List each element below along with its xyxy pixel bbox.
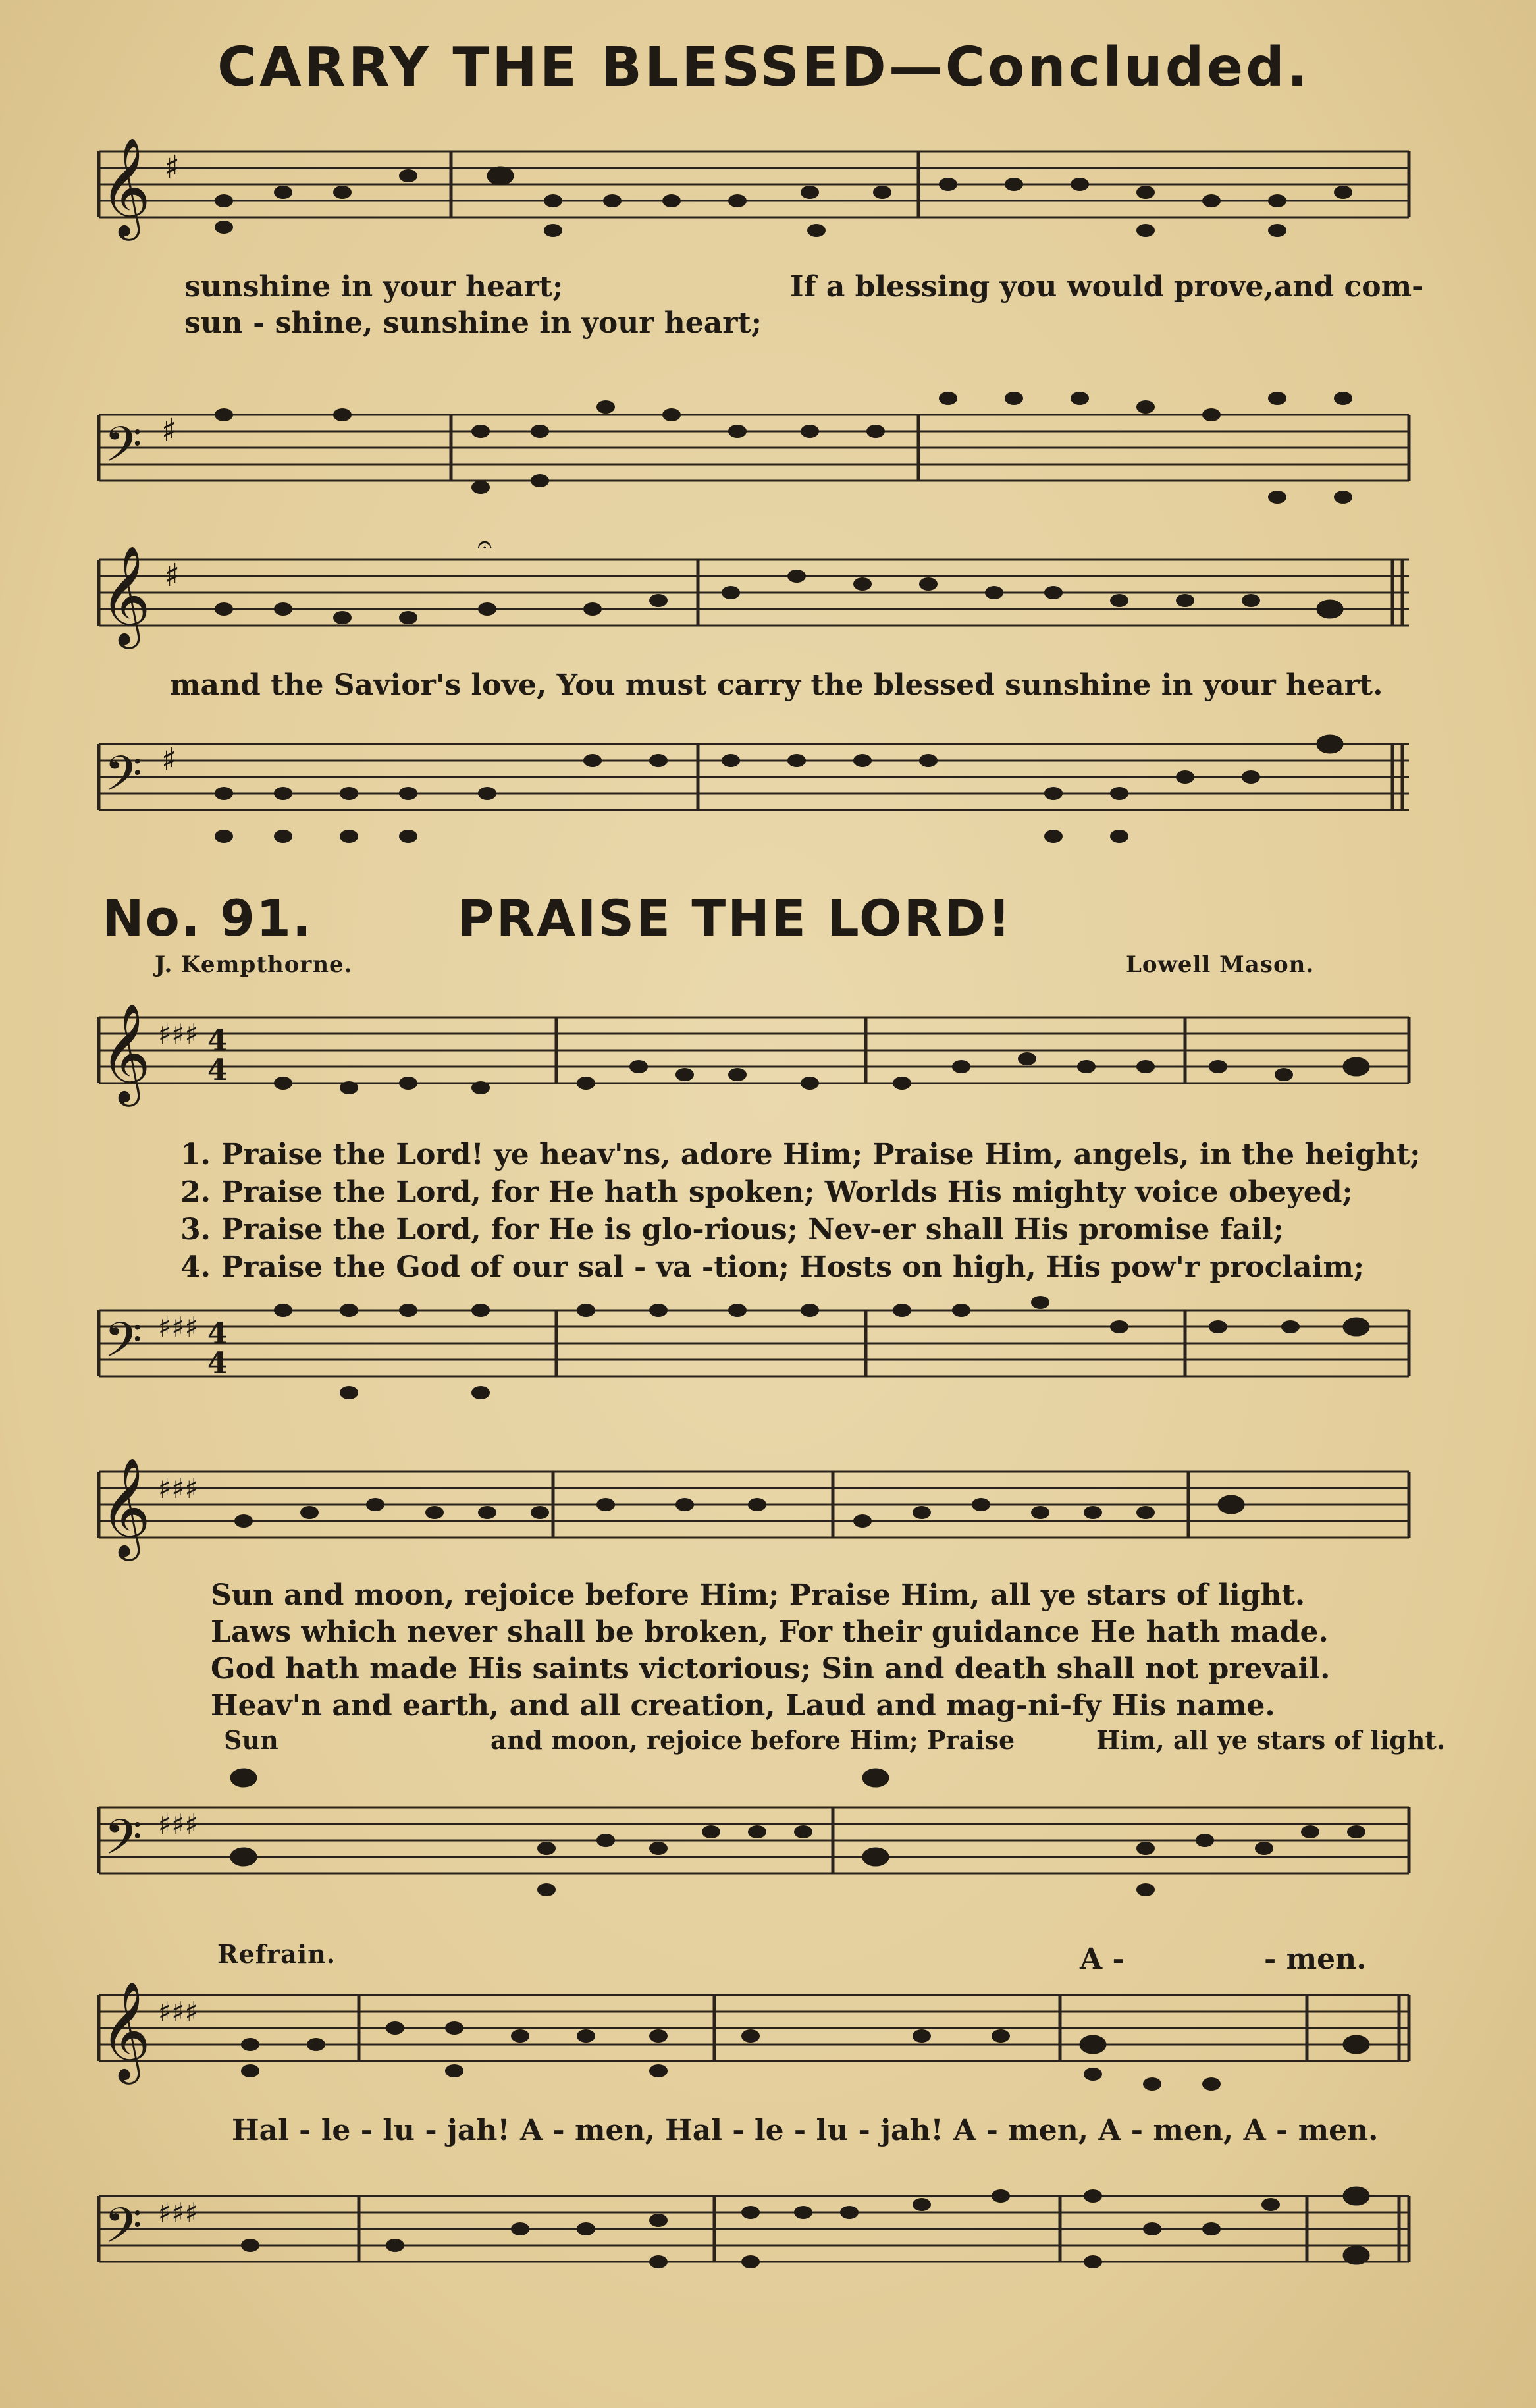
staff-system-5-bass <box>92 2166 1416 2338</box>
svg-text:𝄢: 𝄢 <box>104 416 142 485</box>
verse-line-4: Heav'n and earth, and all creation, Laud and mag-ni-fy His name. <box>211 1689 1275 1723</box>
hymn-number: No. 91. <box>102 889 313 948</box>
svg-text:𝄞: 𝄞 <box>100 136 151 236</box>
verse-block-2 <box>211 1577 1330 1725</box>
svg-text:𝄢: 𝄢 <box>104 1809 142 1878</box>
verse-line <box>171 1248 1421 1286</box>
verse-block-1 <box>171 1136 1421 1286</box>
hymn-title: PRAISE THE LORD! <box>458 889 1013 948</box>
svg-text:𝄢: 𝄢 <box>104 745 142 815</box>
verse-line <box>171 1173 1421 1211</box>
notes-group <box>274 1052 1368 1094</box>
verse-text: Praise the Lord, for He is glo-rious; Nev-er shall His promise fail; <box>221 1213 1284 1246</box>
svg-text:4: 4 <box>207 1054 228 1087</box>
svg-text:♯♯♯: ♯♯♯ <box>158 2197 198 2229</box>
verse-line-1: Sun and moon, rejoice before Him; Praise Him, all ye stars of light. <box>211 1578 1306 1612</box>
amen-top-a: A - <box>1080 1942 1125 1976</box>
staff-system-1-bass <box>92 356 1416 514</box>
svg-text:♯♯♯: ♯♯♯ <box>158 1018 198 1050</box>
svg-text:𝄞: 𝄞 <box>100 1980 151 2080</box>
page-title: CARRY THE BLESSED—Concluded. <box>217 36 1310 99</box>
verse-text: Praise the Lord, for He hath spoken; Worlds His mighty voice obeyed; <box>221 1175 1353 1209</box>
svg-text:♯: ♯ <box>165 557 180 594</box>
verse-line-3: God hath made His saints victorious; Sin and death shall not prevail. <box>211 1652 1331 1686</box>
verse-line <box>171 1211 1421 1248</box>
notes-group <box>215 168 1352 237</box>
verse-line-2: Laws which never shall be broken, For their guidance He hath made. <box>211 1615 1329 1649</box>
svg-text:♯♯♯: ♯♯♯ <box>158 1808 198 1840</box>
notes-group <box>232 1770 1365 1896</box>
notes-group <box>274 1296 1368 1399</box>
verse-text: Praise the Lord! ye heav'ns, adore Him; Praise Him, angels, in the height; <box>221 1138 1421 1171</box>
svg-text:♯♯♯: ♯♯♯ <box>158 1472 198 1505</box>
svg-text:♯♯♯: ♯♯♯ <box>158 1311 198 1343</box>
verse-number: 3. <box>180 1213 211 1246</box>
composer: Lowell Mason. <box>1126 951 1315 978</box>
verse-number: 2. <box>180 1175 211 1209</box>
staff-system-3-bass <box>92 1284 1416 1435</box>
lyricist: J. Kempthorne. <box>155 951 353 978</box>
svg-text:𝄞: 𝄞 <box>100 1457 151 1557</box>
bass-echo-a: Sun <box>224 1725 278 1755</box>
svg-text:♯: ♯ <box>161 412 177 449</box>
notes-group <box>234 1497 1243 1528</box>
staff-system-3-treble <box>92 988 1416 1139</box>
svg-text:♯: ♯ <box>161 741 177 778</box>
staff-system-2-treble <box>92 527 1416 658</box>
staff-system-2-bass <box>92 714 1416 872</box>
lyrics-line-1b: If a blessing you would prove,and com- <box>790 270 1424 304</box>
svg-text:𝄢: 𝄢 <box>104 2197 142 2266</box>
staff-system-5-treble <box>92 1975 1416 2114</box>
verse-line <box>171 1136 1421 1173</box>
svg-text:♯♯♯: ♯♯♯ <box>158 1996 198 2028</box>
svg-text:𝄞: 𝄞 <box>100 545 151 645</box>
verse-number: 1. <box>180 1138 211 1171</box>
staff-system-1-treble <box>92 132 1416 263</box>
refrain-lyrics: Hal - le - lu - jah! A - men, Hal - le - lu - jah! A - men, A - men, A - men. <box>232 2114 1379 2147</box>
refrain-label: Refrain. <box>217 1939 336 1969</box>
amen-top-b: - men. <box>1264 1942 1367 1976</box>
staff-system-4-treble <box>92 1439 1416 1590</box>
svg-text:♯: ♯ <box>165 149 180 186</box>
notes-group <box>241 2021 1368 2091</box>
lyrics-line-1a: sunshine in your heart; <box>184 270 564 304</box>
staff-system-4-bass <box>92 1758 1416 1929</box>
svg-text:4: 4 <box>207 1317 228 1351</box>
svg-text:𝄢: 𝄢 <box>104 1312 142 1381</box>
verse-text: Praise the God of our sal - va -tion; Hosts on high, His pow'r proclaim; <box>221 1250 1365 1284</box>
notes-group <box>215 570 1342 624</box>
bass-echo-b: and moon, rejoice before Him; Praise <box>490 1725 1015 1755</box>
svg-text:4: 4 <box>207 1347 228 1380</box>
verse-number: 4. <box>180 1250 211 1284</box>
svg-text:𝄞: 𝄞 <box>100 1002 151 1102</box>
notes-group <box>215 736 1342 843</box>
time-signature: 4 <box>207 1024 228 1057</box>
bass-echo-c: Him, all ye stars of light. <box>1096 1725 1446 1755</box>
svg-text:𝄐: 𝄐 <box>477 529 492 560</box>
lyrics-line-2: mand the Savior's love, You must carry the blessed sunshine in your heart. <box>170 668 1383 702</box>
lyrics-line-1c: sun - shine, sunshine in your heart; <box>184 306 762 340</box>
